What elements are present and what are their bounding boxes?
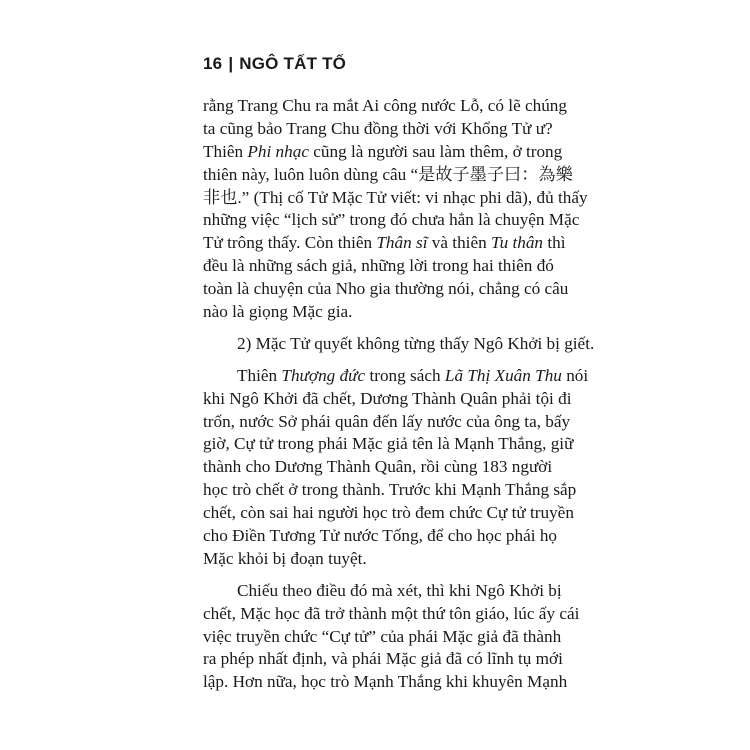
running-header bbox=[203, 54, 346, 74]
text-segment: chết, còn sai hai người học trò đem chức Cự tử truyền bbox=[203, 503, 574, 523]
text-line bbox=[203, 648, 563, 671]
text-segment: việc truyền chức “Cự tử” của phái Mặc giả đã thành bbox=[203, 626, 562, 646]
italic-title: Thượng đức bbox=[281, 365, 366, 385]
text-segment: lập. Hơn nữa, học trò Mạnh Thắng khi khuyên Mạnh bbox=[203, 672, 568, 692]
text-segment: trốn, nước Sở phái quân đến lấy nước của ông ta, bấy bbox=[203, 411, 571, 431]
text-line bbox=[203, 278, 569, 301]
text-segment: Mặc khỏi bị đoạn tuyệt. bbox=[203, 548, 367, 568]
text-segment: Chiếu theo điều đó mà xét, thì khi Ngô Khởi bị bbox=[237, 580, 562, 600]
italic-title: Thân sĩ bbox=[376, 233, 428, 253]
text-line bbox=[203, 232, 566, 255]
text-line bbox=[203, 388, 572, 411]
text-segment: chết, Mặc học đã trở thành một thứ tôn giáo, lúc ấy cái bbox=[203, 603, 580, 623]
text-segment: toàn là chuyện của Nho gia thường nói, chẳng có câu bbox=[203, 279, 569, 299]
text-segment: những việc “lịch sử” trong đó chưa hẳn là chuyện Mặc bbox=[203, 210, 580, 230]
text-line bbox=[203, 479, 577, 502]
text-line bbox=[203, 333, 595, 356]
text-line bbox=[203, 301, 549, 324]
text-line bbox=[203, 580, 562, 603]
text-line bbox=[203, 603, 580, 626]
text-segment: cũng là người sau làm thêm, ở trong bbox=[308, 141, 563, 161]
text-line bbox=[203, 548, 549, 571]
italic-title: Phi nhạc bbox=[247, 141, 309, 161]
text-segment: thiên này, luôn luôn dùng câu “是故子墨子曰：為樂 bbox=[203, 164, 573, 184]
text-line bbox=[203, 456, 553, 479]
text-line bbox=[203, 365, 589, 388]
text-segment: học trò chết ở trong thành. Trước khi Mạnh Thắng sắp bbox=[203, 480, 577, 500]
text-line bbox=[203, 255, 554, 278]
text-line bbox=[203, 433, 574, 456]
text-line bbox=[203, 141, 563, 164]
text-segment: ta cũng bảo Trang Chu đồng thời với Khổng Tử ư? bbox=[203, 118, 553, 138]
text-segment: ra phép nhất định, và phái Mặc giả đã có lĩnh tụ mới bbox=[203, 649, 563, 669]
text-line bbox=[203, 671, 568, 694]
text-segment: 2) Mặc Tử quyết không từng thấy Ngô Khởi bị giết. bbox=[237, 333, 595, 353]
text-segment: thành cho Dương Thành Quân, rồi cùng 183 người bbox=[203, 457, 553, 477]
page-number: 16 bbox=[203, 54, 223, 73]
text-line bbox=[203, 209, 580, 232]
text-line bbox=[203, 187, 588, 210]
text-line bbox=[203, 411, 571, 434]
text-segment: 非也.” (Thị cố Tử Mặc Tử viết: vi nhạc phi dã), đủ thấy bbox=[203, 187, 588, 207]
italic-title: Tu thân bbox=[490, 233, 544, 253]
text-line bbox=[203, 164, 573, 187]
text-line bbox=[203, 118, 553, 141]
text-line bbox=[203, 626, 562, 649]
text-line bbox=[203, 502, 574, 525]
text-segment: khi Ngô Khởi đã chết, Dương Thành Quân phải tội đi bbox=[203, 388, 572, 408]
italic-title: Lã Thị Xuân Thu bbox=[444, 365, 562, 385]
text-segment: Thiên bbox=[203, 141, 248, 161]
author-name: NGÔ TẤT TỐ bbox=[239, 54, 347, 73]
text-segment: thì bbox=[543, 233, 566, 253]
header-separator: | bbox=[228, 54, 234, 73]
text-segment: nói bbox=[561, 365, 589, 385]
page-body-text bbox=[203, 95, 595, 694]
text-segment: và thiên bbox=[427, 233, 491, 253]
text-line bbox=[203, 525, 558, 548]
text-segment: trong sách bbox=[365, 365, 445, 385]
text-segment: cho Điền Tương Tử nước Tống, để cho học phái họ bbox=[203, 526, 558, 546]
text-segment: giờ, Cự tử trong phái Mặc giả tên là Mạnh Thắng, giữ bbox=[203, 434, 574, 454]
text-segment: đều là những sách giả, những lời trong hai thiên đó bbox=[203, 256, 554, 276]
text-segment: Tử trông thấy. Còn thiên bbox=[203, 233, 377, 253]
text-segment: nào là giọng Mặc gia. bbox=[203, 302, 353, 322]
text-line bbox=[203, 95, 567, 118]
text-segment: rằng Trang Chu ra mắt Ai công nước Lỗ, có lẽ chúng bbox=[203, 96, 567, 115]
text-segment: Thiên bbox=[237, 365, 282, 385]
